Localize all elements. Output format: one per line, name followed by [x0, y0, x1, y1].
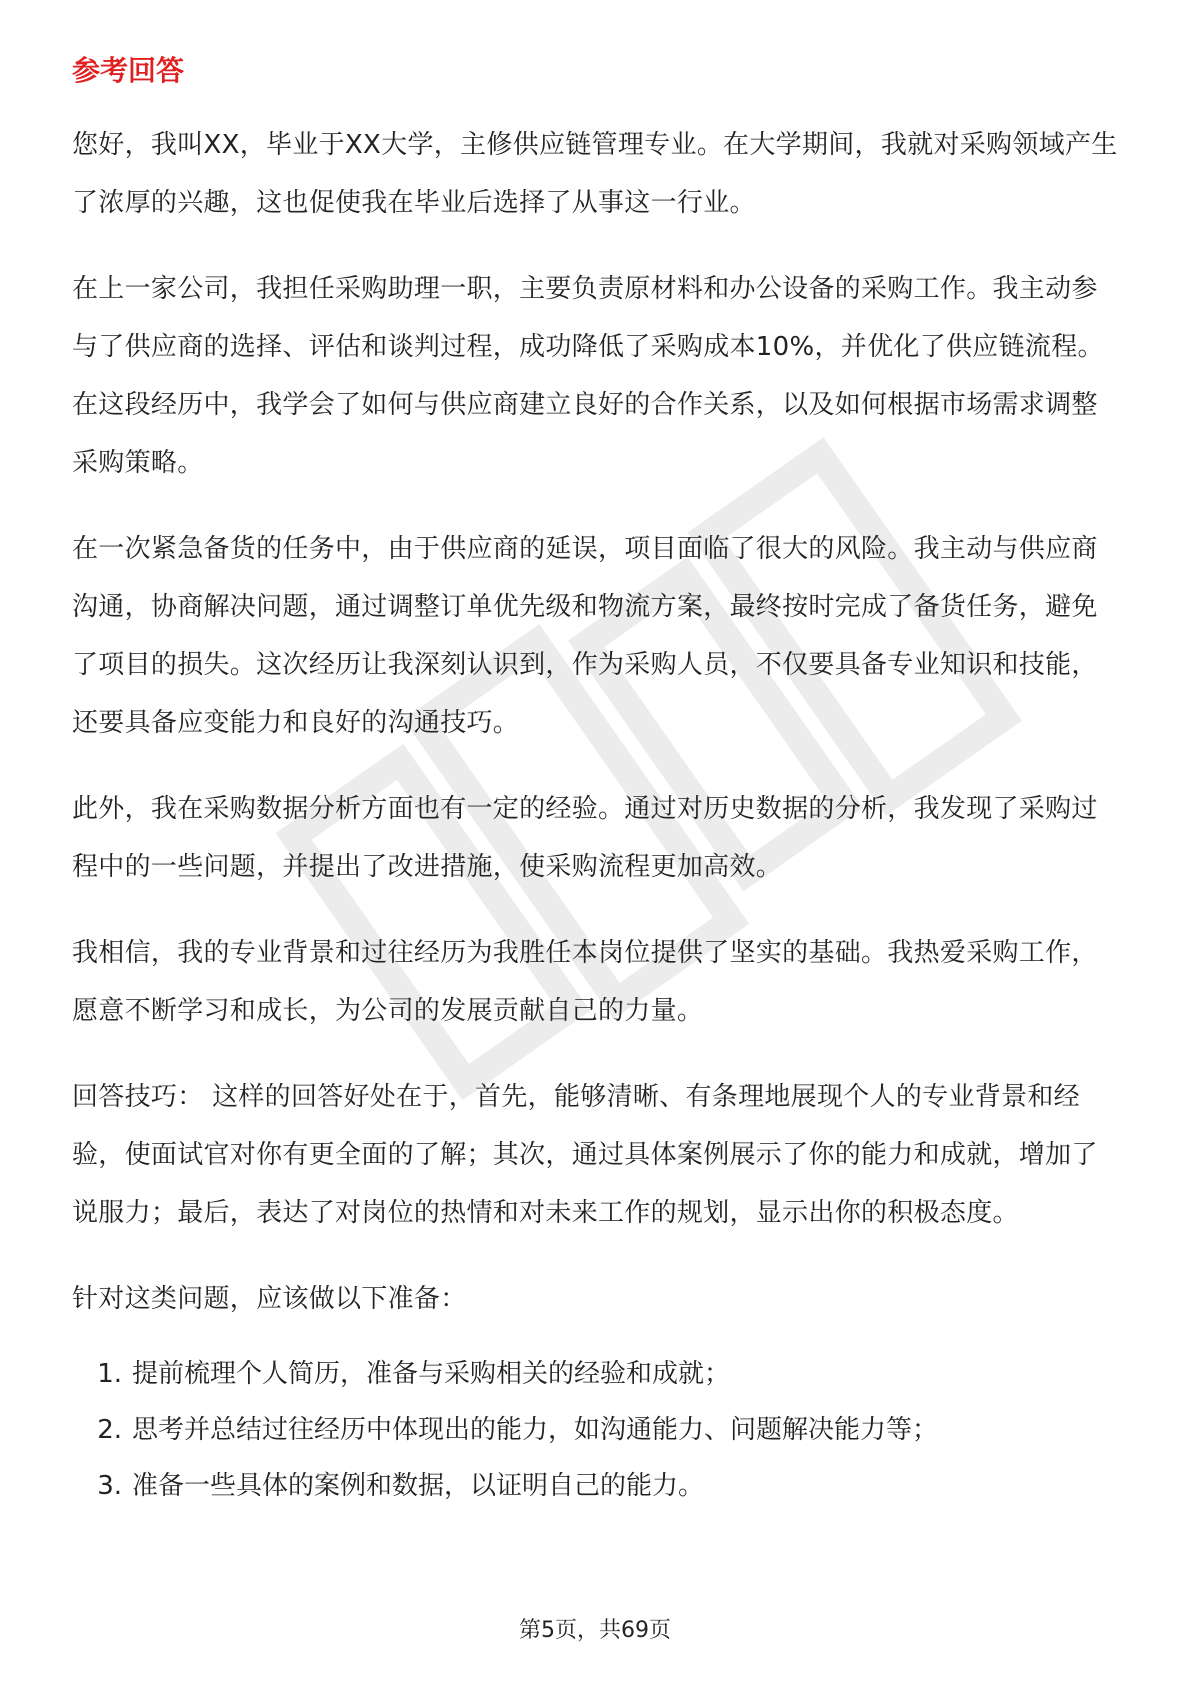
list-item-number: 2. [97, 1415, 122, 1445]
document-page [72, 50, 1122, 1514]
paragraph-intro: 您好，我叫XX，毕业于XX大学，主修供应链管理专业。在大学期间，我就对采购领域产生了浓厚的兴趣，这也促使我在毕业后选择了从事这一行业。 [72, 130, 1118, 218]
paragraph-preparation-intro: 针对这类问题，应该做以下准备： [72, 1284, 467, 1314]
page-number: 第5页，共69页 [519, 1618, 671, 1643]
list-item-text: 准备一些具体的案例和数据，以证明自己的能力。 [132, 1471, 705, 1501]
paragraph-previous-job: 在上一家公司，我担任采购助理一职，主要负责原材料和办公设备的采购工作。我主动参与了供应商的选择、评估和谈判过程，成功降低了采购成本10%，并优化了供应链流程。在这段经历中，我学会了如何与供应商建立良好的合作关系，以及如何根据市场需求调整采购策略。 [72, 274, 1104, 478]
list-item-text: 思考并总结过往经历中体现出的能力，如沟通能力、问题解决能力等； [132, 1415, 939, 1445]
list-item [72, 1402, 1122, 1458]
section-heading: 参考回答 [72, 54, 185, 87]
list-item [72, 1346, 1122, 1402]
list-item-number: 3. [97, 1471, 122, 1501]
list-item-text: 提前梳理个人简历，准备与采购相关的经验和成就； [132, 1359, 731, 1389]
paragraph-answer-tips: 回答技巧： 这样的回答好处在于，首先，能够清晰、有条理地展现个人的专业背景和经验，使面试官对你有更全面的了解；其次，通过具体案例展示了你的能力和成就，增加了说服力；最后，表达了对岗位的热情和对未来工作的规划，显示出你的积极态度。 [72, 1082, 1098, 1228]
paragraph-case: 在一次紧急备货的任务中，由于供应商的延误，项目面临了很大的风险。我主动与供应商沟通，协商解决问题，通过调整订单优先级和物流方案，最终按时完成了备货任务，避免了项目的损失。这次经历让我深刻认识到，作为采购人员，不仅要具备专业知识和技能，还要具备应变能力和良好的沟通技巧。 [72, 534, 1098, 738]
paragraph-data-analysis: 此外，我在采购数据分析方面也有一定的经验。通过对历史数据的分析，我发现了采购过程中的一些问题，并提出了改进措施，使采购流程更加高效。 [72, 794, 1098, 882]
list-item [72, 1458, 1122, 1514]
preparation-list [72, 1346, 1122, 1514]
paragraph-conclusion: 我相信，我的专业背景和过往经历为我胜任本岗位提供了坚实的基础。我热爱采购工作，愿意不断学习和成长，为公司的发展贡献自己的力量。 [72, 938, 1098, 1026]
list-item-number: 1. [97, 1359, 122, 1389]
